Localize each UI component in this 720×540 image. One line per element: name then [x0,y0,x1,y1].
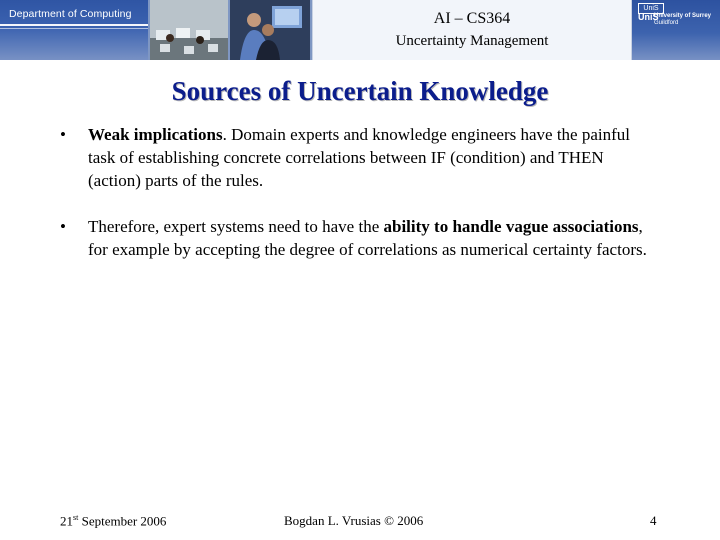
students-photo [230,0,310,60]
divider [0,28,148,29]
university-location: Guildford [654,20,679,26]
course-code: AI – CS364 [433,10,511,27]
divider [0,24,148,26]
bullet-list [60,123,660,284]
bullet-marker: • [60,125,66,144]
lab-photo-image [150,0,228,60]
footer-date-rest: September 2006 [78,513,167,529]
university-name: University of Surrey [654,13,712,19]
footer-date-suffix: st [73,513,79,522]
bullet-vague-associations [60,215,660,261]
footer-date-day: 21 [60,513,73,529]
lab-photo [150,0,228,60]
bullet-bold-phrase: ability to handle vague associations [383,217,639,236]
course-info [312,0,632,60]
header-band [0,0,720,60]
slide-title: Sources of Uncertain Knowledge [171,76,549,106]
university-logo [632,0,720,60]
bullet-text-post: , for example by accepting the degree of correlations as numerical certainty factors. [88,217,647,259]
department-label: Department of Computing [9,8,132,20]
bullet-lead-bold: Weak implications [88,125,223,144]
bullet-weak-implications [60,123,660,192]
bullet-text: . Domain experts and knowledge engineers have the painful task of establishing concrete correlations between IF (condition) and THEN (action) parts of the rules. [88,125,631,190]
footer-author: Bogdan L. Vrusias © 2006 [284,513,424,528]
students-photo-image [230,0,310,60]
department-panel [0,0,148,60]
course-title: Uncertainty Management [395,33,549,49]
bullet-marker: • [60,217,66,236]
unis-wordmark: UniS [638,12,659,22]
footer-date [60,513,166,529]
unis-logo-mark: UniS [638,3,664,14]
page-number: 4 [650,513,657,528]
bullet-text-pre: Therefore, expert systems need to have the [88,217,384,236]
